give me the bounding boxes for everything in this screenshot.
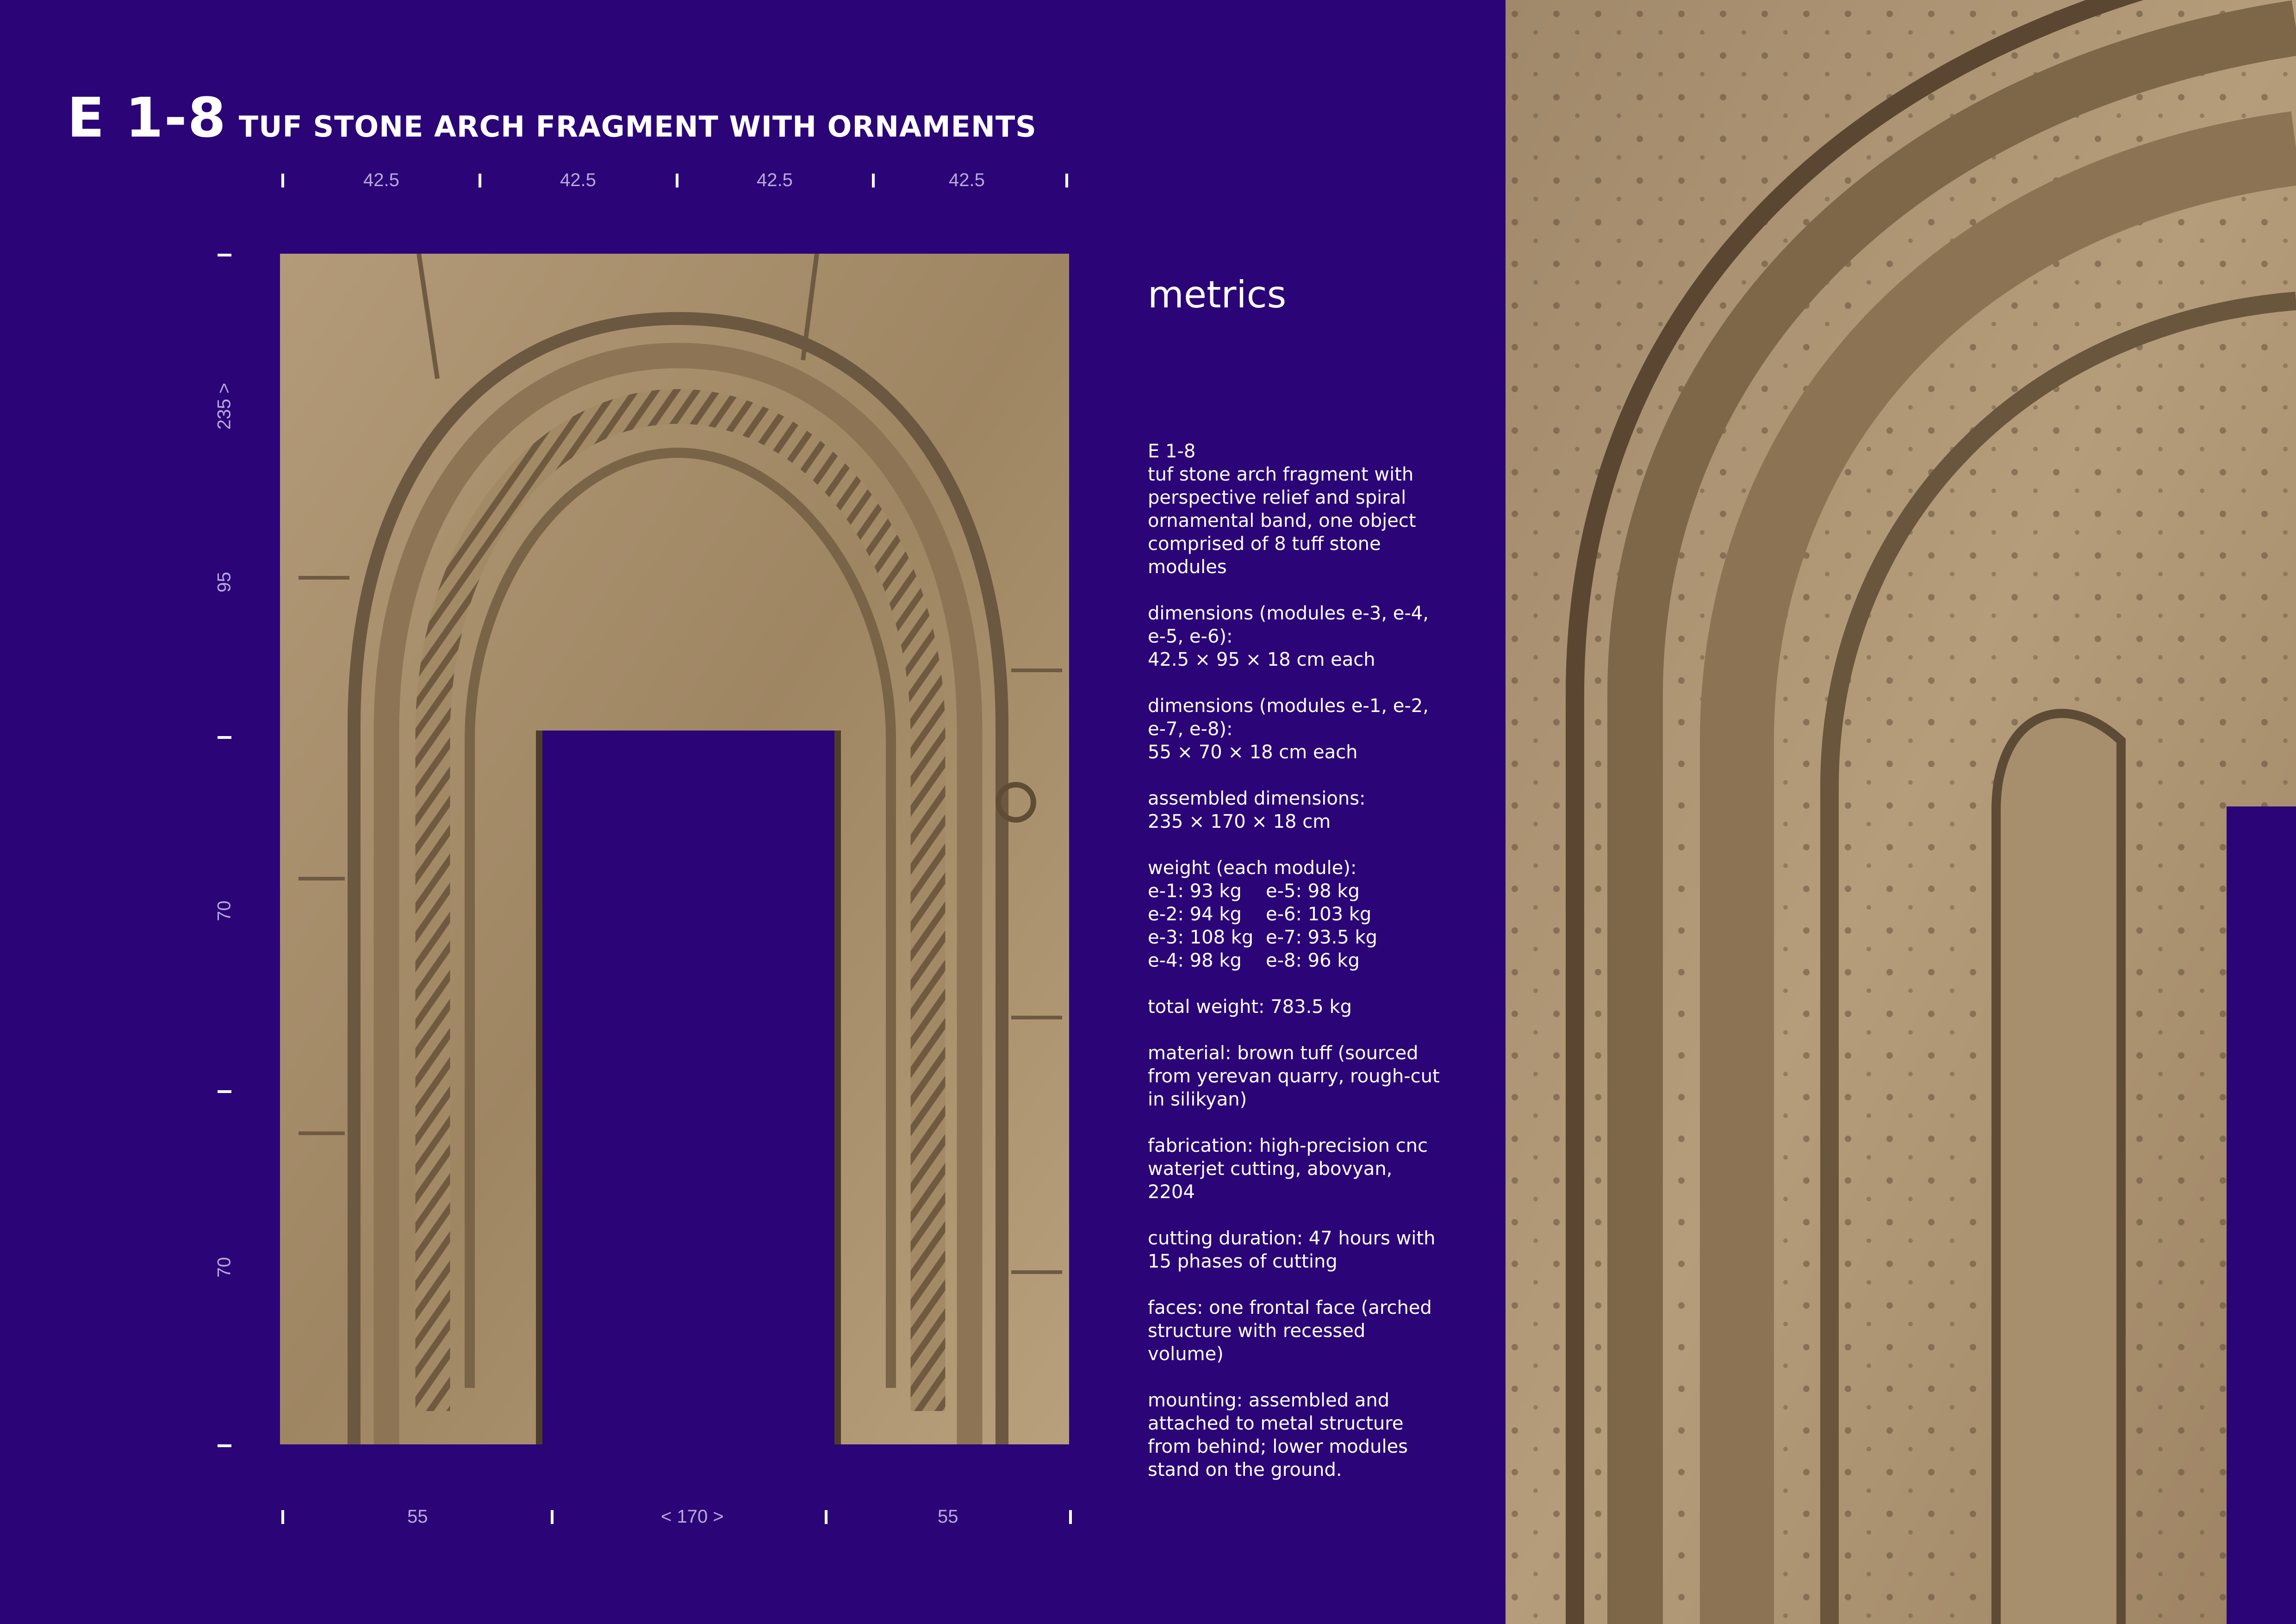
material: material: brown tuff (sourced from yerevan quarry, rough-cut in silikyan) — [1148, 1043, 1440, 1110]
weight-cell: e-6: 103 kg — [1266, 904, 1372, 925]
weight-label: weight (each module): — [1148, 857, 1357, 879]
dimensions-label: dimensions (modules e-1, e-2, e-7, e-8): — [1148, 695, 1429, 740]
metrics-heading: metrics — [1148, 273, 1287, 316]
metrics-block — [1148, 602, 1444, 671]
top-dimension-label: 42.5 — [363, 170, 399, 190]
weight-cell: e-2: 94 kg — [1148, 904, 1242, 925]
side-dimension-label: 95 — [214, 572, 235, 593]
stone-closeup-photo — [1506, 0, 2296, 1624]
object-description: tuf stone arch fragment with perspective relief and spiral ornamental band, one object comprised of 8 tuff stone modules — [1148, 464, 1416, 578]
weight-table — [1148, 880, 1444, 972]
ruler-tick — [825, 1510, 828, 1524]
weight-cell: e-1: 93 kg — [1148, 881, 1242, 902]
ruler-tick — [872, 174, 875, 187]
metrics-block — [1148, 440, 1444, 579]
total-weight: total weight: 783.5 kg — [1148, 996, 1352, 1018]
ruler-tick — [676, 174, 678, 187]
side-dimension-label: 70 — [214, 900, 235, 921]
weight-cell: e-8: 96 kg — [1266, 950, 1360, 971]
assembled-value: 235 × 170 × 18 cm — [1148, 811, 1331, 832]
fabrication: fabrication: high-precision cnc waterjet cutting, abovyan, 2204 — [1148, 1135, 1428, 1203]
weight-cell: e-7: 93.5 kg — [1266, 927, 1378, 948]
top-dimension-label: 42.5 — [949, 170, 985, 190]
bottom-dimension-label: 55 — [938, 1506, 958, 1527]
page-title — [67, 86, 1037, 150]
object-subtitle: TUF STONE ARCH FRAGMENT WITH ORNAMENTS — [238, 110, 1037, 144]
object-code: E 1-8 — [67, 86, 227, 150]
metrics-text — [1148, 440, 1444, 1505]
metrics-block — [1148, 787, 1444, 833]
mounting: mounting: assembled and attached to metal structure from behind; lower modules stand on the ground. — [1148, 1390, 1408, 1480]
ruler-tick — [281, 1510, 284, 1524]
weight-cell: e-3: 108 kg — [1148, 927, 1254, 948]
ruler-tick — [218, 736, 231, 739]
metrics-block — [1148, 856, 1444, 880]
ruler-tick — [1065, 174, 1068, 187]
weight-cell: e-5: 98 kg — [1266, 881, 1360, 902]
ruler-tick — [218, 1090, 231, 1093]
weight-cell: e-4: 98 kg — [1148, 950, 1242, 971]
ruler-tick — [1069, 1510, 1072, 1524]
cutting-duration: cutting duration: 47 hours with 15 phases of cutting — [1148, 1228, 1436, 1272]
ruler-tick — [551, 1510, 554, 1524]
bottom-dimension-label: 55 — [407, 1506, 428, 1527]
side-dimension-label: 235 > — [214, 382, 235, 430]
dimensions-value: 55 × 70 × 18 cm each — [1148, 742, 1358, 763]
side-dimension-label: 70 — [214, 1257, 235, 1278]
dimensions-label: dimensions (modules e-3, e-4, e-5, e-6): — [1148, 603, 1429, 647]
ruler-tick — [218, 1444, 231, 1447]
ruler-tick — [281, 174, 284, 187]
top-dimension-label: 42.5 — [757, 170, 793, 190]
ruler-tick — [479, 174, 481, 187]
top-dimension-label: 42.5 — [560, 170, 596, 190]
dimensions-value: 42.5 × 95 × 18 cm each — [1148, 649, 1375, 670]
assembled-label: assembled dimensions: — [1148, 788, 1366, 809]
metrics-block — [1148, 694, 1444, 764]
ruler-tick — [218, 254, 231, 256]
bottom-dimension-label: < 170 > — [661, 1506, 724, 1527]
object-id: E 1-8 — [1148, 441, 1196, 462]
stone-arch-photo — [280, 254, 1069, 1444]
faces: faces: one frontal face (arched structure with recessed volume) — [1148, 1297, 1432, 1365]
